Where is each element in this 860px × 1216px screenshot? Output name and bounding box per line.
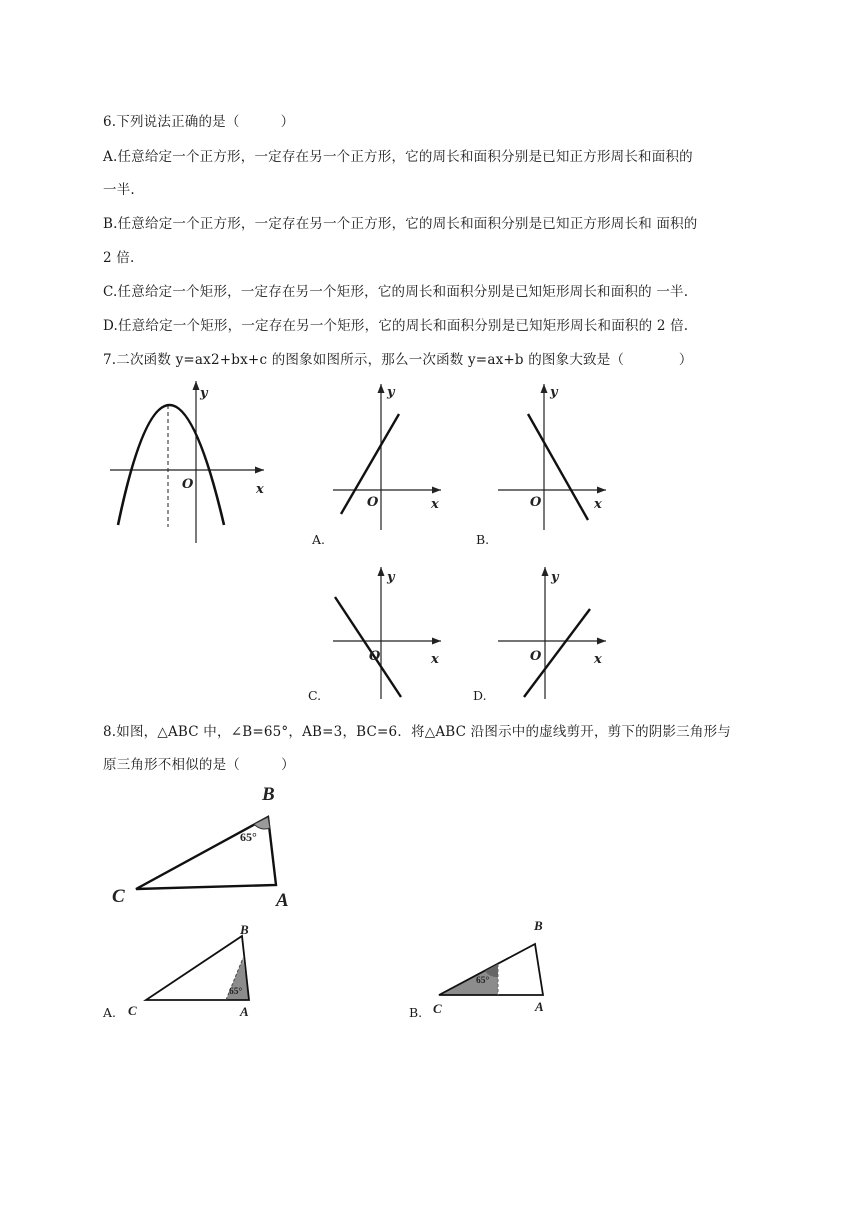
q6-option-b-line1: B.任意给定一个正方形，一定存在另一个正方形，它的周长和面积分别是已知正方形周长和 面积的 xyxy=(103,216,698,232)
q6-stem: 6.下列说法正确的是（ ） xyxy=(103,114,295,130)
q8-option-b-triangle xyxy=(425,910,585,1015)
angle-65-label: 65° xyxy=(240,830,257,844)
q8-option-b-label: B. xyxy=(409,1005,423,1020)
vertex-a-label: A xyxy=(240,1004,249,1019)
q7-option-b-label: B. xyxy=(476,532,490,547)
x-axis-label: x xyxy=(594,497,602,512)
x-axis-label: x xyxy=(431,497,439,512)
q7-stem: 7.二次函数 y=ax2+bx+c 的图象如图所示，那么一次函数 y=ax+b 的图象大致是（ ） xyxy=(103,352,693,368)
vertex-c-label: C xyxy=(128,1003,137,1018)
q6-option-c: C.任意给定一个矩形，一定存在另一个矩形，它的周长和面积分别是已知矩形周长和面积的 一半. xyxy=(103,284,689,300)
origin-label: O xyxy=(369,649,381,664)
x-axis-label: x xyxy=(256,482,264,497)
vertex-b-label: B xyxy=(240,922,249,937)
q6-option-d: D.任意给定一个矩形，一定存在另一个矩形，它的周长和面积分别是已知矩形周长和面积的 2 倍. xyxy=(103,318,689,334)
y-axis-label: y xyxy=(200,386,208,401)
vertex-c-label: C xyxy=(112,886,125,907)
origin-label: O xyxy=(530,649,542,664)
vertex-b-label: B xyxy=(262,784,275,805)
q7-option-a-graph xyxy=(325,380,455,530)
q7-parabola-figure xyxy=(100,375,280,550)
line-graph xyxy=(335,597,401,697)
q7-option-d-graph xyxy=(490,563,620,713)
angle-65-label: 65° xyxy=(229,987,243,997)
origin-label: O xyxy=(367,495,379,510)
q8-main-triangle xyxy=(100,775,320,915)
vertex-c-label: C xyxy=(433,1001,442,1016)
q7-option-a-label: A. xyxy=(312,532,326,547)
triangle-abc xyxy=(136,817,276,889)
q8-stem-line2: 原三角形不相似的是（ ） xyxy=(103,757,295,773)
q7-option-d-label: D. xyxy=(473,688,487,703)
vertex-b-label: B xyxy=(534,918,543,933)
q7-option-b-graph xyxy=(490,380,620,530)
q6-option-a-line1: A.任意给定一个正方形，一定存在另一个正方形，它的周长和面积分别是已知正方形周长和面积的 xyxy=(103,149,693,165)
q8-option-a-label: A. xyxy=(103,1005,117,1020)
q6-option-b-line2: 2 倍. xyxy=(103,250,135,266)
x-axis-label: x xyxy=(594,652,602,667)
origin-label: O xyxy=(182,477,194,492)
angle-65-label: 65° xyxy=(476,976,490,986)
y-axis-label: y xyxy=(551,570,559,585)
q6-option-a-line2: 一半. xyxy=(103,182,135,198)
parabola-graph xyxy=(100,375,280,550)
y-axis-label: y xyxy=(387,385,395,400)
parabola-curve xyxy=(118,405,224,525)
q7-option-c-graph xyxy=(325,563,455,713)
vertex-a-label: A xyxy=(535,999,544,1014)
q7-option-c-label: C. xyxy=(308,688,322,703)
x-axis-label: x xyxy=(431,652,439,667)
y-axis-label: y xyxy=(550,385,558,400)
vertex-a-label: A xyxy=(276,890,289,911)
angle-b-mark xyxy=(254,817,270,829)
y-axis-label: y xyxy=(387,570,395,585)
q8-stem-line1: 8.如图，△ABC 中，∠B=65°，AB=3，BC=6．将△ABC 沿图示中的虚线剪开，剪下的阴影三角形与 xyxy=(103,724,731,740)
q8-option-a-triangle xyxy=(120,918,280,1023)
origin-label: O xyxy=(530,495,542,510)
